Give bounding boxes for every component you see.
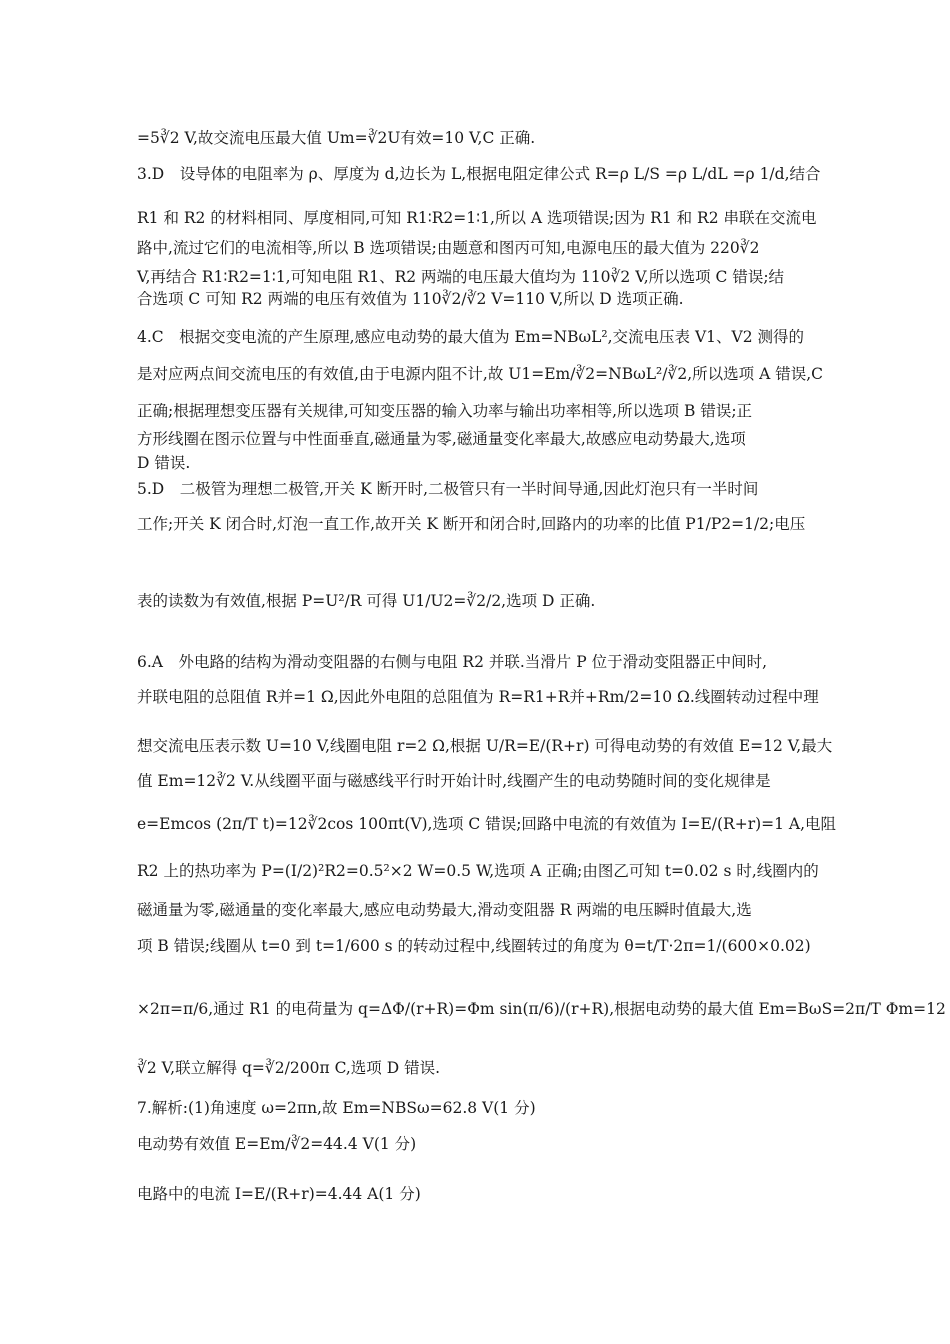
text-line: 项 B 错误;线圈从 t=0 到 t=1/600 s 的转动过程中,线圈转过的角度为 θ=t/T·2π=1/(600×0.02): [137, 937, 811, 955]
text-line: 电路中的电流 I=E/(R+r)=4.44 A(1 分): [137, 1185, 421, 1203]
text-line: 是对应两点间交流电压的有效值,由于电源内阻不计,故 U1=Em/∛2=NBωL²/∛2,所以选项 A 错误,C: [137, 365, 823, 383]
text-line: 并联电阻的总阻值 R并=1 Ω,因此外电阻的总阻值为 R=R1+R并+Rm/2=10 Ω.线圈转动过程中理: [137, 688, 819, 706]
text-line: 4.C 根据交变电流的产生原理,感应电动势的最大值为 Em=NBωL²,交流电压表 V1、V2 测得的: [137, 328, 804, 346]
text-line: 想交流电压表示数 U=10 V,线圈电阻 r=2 Ω,根据 U/R=E/(R+r) 可得电动势的有效值 E=12 V,最大: [137, 737, 833, 755]
text-line: ×2π=π/6,通过 R1 的电荷量为 q=ΔΦ/(r+R)=Φm sin(π/6)/(r+R),根据电动势的最大值 Em=BωS=2π/T Φm=12: [137, 1000, 946, 1018]
text-line: V,再结合 R1∶R2=1∶1,可知电阻 R1、R2 两端的电压最大值均为 110∛2 V,所以选项 C 错误;结: [137, 268, 785, 286]
text-line: 5.D 二极管为理想二极管,开关 K 断开时,二极管只有一半时间导通,因此灯泡只有一半时间: [137, 480, 759, 498]
text-line: 表的读数为有效值,根据 P=U²/R 可得 U1/U2=∛2/2,选项 D 正确.: [137, 592, 596, 610]
text-line: =5∛2 V,故交流电压最大值 Um=∛2U有效=10 V,C 正确.: [137, 129, 536, 147]
text-line: D 错误.: [137, 454, 191, 472]
text-line: e=Emcos (2π/T t)=12∛2cos 100πt(V),选项 C 错误;回路中电流的有效值为 I=E/(R+r)=1 A,电阻: [137, 815, 837, 833]
text-line: 值 Em=12∛2 V.从线圈平面与磁感线平行时开始计时,线圈产生的电动势随时间的变化规律是: [137, 772, 771, 790]
text-line: 合选项 C 可知 R2 两端的电压有效值为 110∛2/∛2 V=110 V,所以 D 选项正确.: [137, 290, 684, 308]
text-line: 3.D 设导体的电阻率为 ρ、厚度为 d,边长为 L,根据电阻定律公式 R=ρ L/S =ρ L/dL =ρ 1/d,结合: [137, 165, 821, 183]
text-line: ∛2 V,联立解得 q=∛2/200π C,选项 D 错误.: [137, 1059, 441, 1077]
text-line: 工作;开关 K 闭合时,灯泡一直工作,故开关 K 断开和闭合时,回路内的功率的比值 P1/P2=1/2;电压: [137, 515, 806, 533]
text-line: R1 和 R2 的材料相同、厚度相同,可知 R1∶R2=1∶1,所以 A 选项错误;因为 R1 和 R2 串联在交流电: [137, 209, 817, 227]
text-line: 7.解析:(1)角速度 ω=2πn,故 Em=NBSω=62.8 V(1 分): [137, 1099, 536, 1117]
text-line: 电动势有效值 E=Em/∛2=44.4 V(1 分): [137, 1135, 417, 1153]
text-line: 正确;根据理想变压器有关规律,可知变压器的输入功率与输出功率相等,所以选项 B 错误;正: [137, 402, 753, 420]
text-line: 磁通量为零,磁通量的变化率最大,感应电动势最大,滑动变阻器 R 两端的电压瞬时值最大,选: [137, 901, 752, 919]
text-line: 6.A 外电路的结构为滑动变阻器的右侧与电阻 R2 并联.当滑片 P 位于滑动变阻器正中间时,: [137, 653, 768, 671]
text-line: R2 上的热功率为 P=(I/2)²R2=0.5²×2 W=0.5 W,选项 A 正确;由图乙可知 t=0.02 s 时,线圈内的: [137, 862, 819, 880]
text-line: 方形线圈在图示位置与中性面垂直,磁通量为零,磁通量变化率最大,故感应电动势最大,选项: [137, 430, 746, 448]
text-line: 路中,流过它们的电流相等,所以 B 选项错误;由题意和图丙可知,电源电压的最大值为 220∛2: [137, 239, 760, 257]
